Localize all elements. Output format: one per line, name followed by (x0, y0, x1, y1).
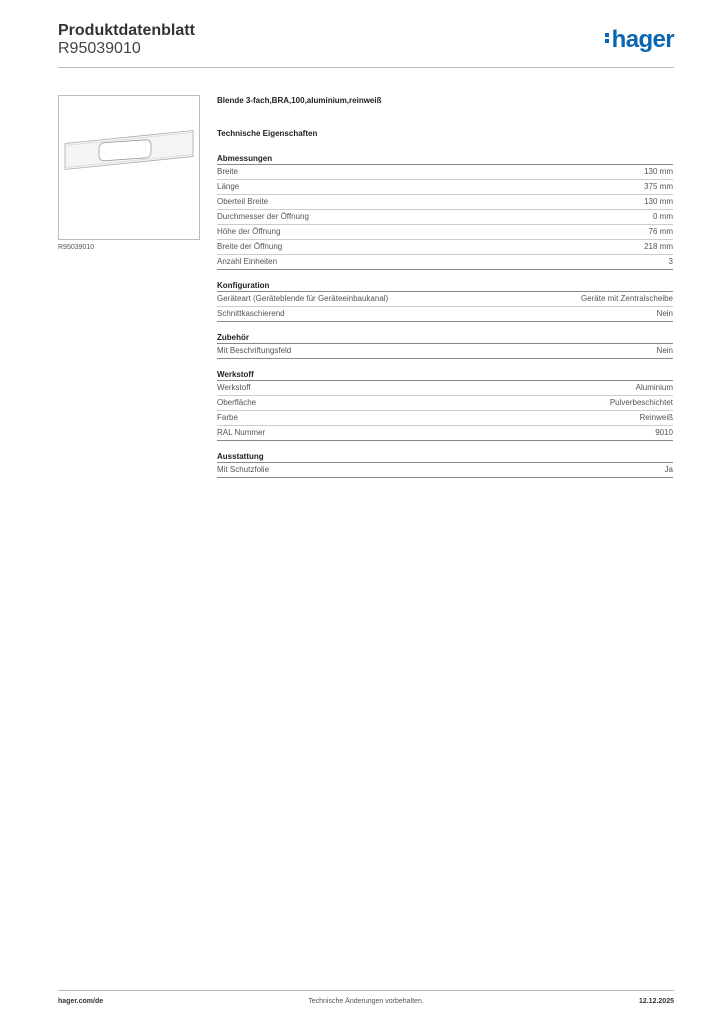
row-value: Ja (664, 465, 673, 474)
row-label: RAL Nummer (217, 428, 266, 437)
section-title: Abmessungen (217, 154, 673, 165)
section-title: Zubehör (217, 333, 673, 344)
row-value: Pulverbeschichtet (609, 398, 673, 407)
table-row (217, 240, 673, 255)
image-caption: R95039010 (58, 244, 95, 251)
row-label: Breite (217, 167, 238, 176)
table-row (217, 195, 673, 210)
row-value: Reinweiß (639, 413, 673, 422)
product-code: R95039010 (58, 40, 141, 57)
table-row (217, 307, 673, 322)
row-value: Aluminium (635, 383, 673, 392)
page-header (58, 20, 674, 68)
section-dimensions (217, 154, 673, 270)
row-value: 3 (668, 257, 673, 266)
table-row (217, 426, 673, 441)
product-image (58, 95, 200, 240)
product-name: Blende 3-fach,BRA,100,aluminium,reinweiß (217, 96, 382, 105)
row-value: Geräte mit Zentralscheibe (580, 294, 673, 303)
cover-plate-illustration (59, 96, 199, 239)
table-row (217, 411, 673, 426)
footer-date: 12.12.2025 (638, 998, 674, 1005)
table-row (217, 381, 673, 396)
table-row (217, 344, 673, 359)
row-label: Oberteil Breite (217, 197, 269, 206)
section-material (217, 370, 673, 441)
table-row (217, 396, 673, 411)
row-value: 130 mm (644, 167, 673, 176)
row-label: Geräteart (Geräteblende für Geräteeinbaukanal) (217, 294, 389, 303)
row-label: Durchmesser der Öffnung (217, 212, 309, 221)
row-label: Breite der Öffnung (217, 242, 283, 251)
section-configuration (217, 281, 673, 322)
row-value: 0 mm (653, 212, 673, 221)
table-row (217, 225, 673, 240)
row-label: Anzahl Einheiten (217, 257, 278, 266)
document-title: Produktdatenblatt (58, 22, 195, 39)
logo-text: hager (611, 26, 674, 53)
section-title: Werkstoff (217, 370, 673, 381)
table-row (217, 210, 673, 225)
product-details (217, 96, 673, 478)
section-title: Konfiguration (217, 281, 673, 292)
table-row (217, 180, 673, 195)
row-value: 130 mm (644, 197, 673, 206)
section-accessories (217, 333, 673, 359)
row-label: Schnittkaschierend (217, 309, 285, 318)
row-value: 218 mm (644, 242, 673, 251)
logo-dots-icon (605, 31, 610, 45)
row-label: Mit Beschriftungsfeld (217, 346, 292, 355)
row-value: Nein (656, 346, 673, 355)
technical-properties-heading: Technische Eigenschaften (217, 129, 318, 138)
row-value: 375 mm (644, 182, 673, 191)
row-value: 9010 (655, 428, 673, 437)
section-title: Ausstattung (217, 452, 673, 463)
row-label: Mit Schutzfolie (217, 465, 270, 474)
footer-divider (58, 990, 674, 991)
footer-disclaimer: Technische Änderungen vorbehalten. (308, 998, 424, 1005)
row-label: Farbe (217, 413, 238, 422)
row-label: Länge (217, 182, 240, 191)
table-row (217, 255, 673, 270)
row-label: Höhe der Öffnung (217, 227, 281, 236)
table-row (217, 463, 673, 478)
row-label: Werkstoff (217, 383, 251, 392)
row-value: Nein (656, 309, 673, 318)
section-equipment (217, 452, 673, 478)
footer-website-link[interactable]: hager.com/de (58, 998, 104, 1005)
hager-logo (605, 26, 674, 54)
row-value: 76 mm (648, 227, 673, 236)
header-divider (58, 67, 674, 68)
table-row (217, 165, 673, 180)
row-label: Oberfläche (217, 398, 257, 407)
table-row (217, 292, 673, 307)
